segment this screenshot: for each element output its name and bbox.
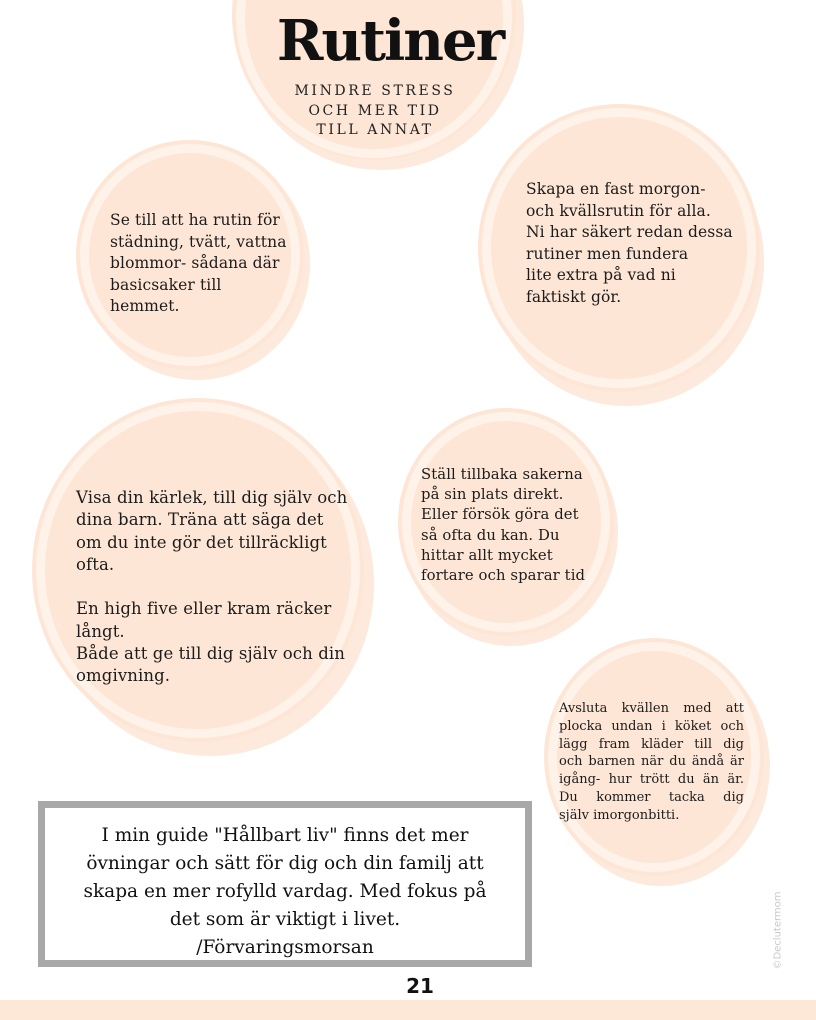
tip-line: dina barn. Träna att säga det xyxy=(76,510,324,530)
tip-line: så ofta du kan. Du xyxy=(421,526,560,544)
tip-line: Skapa en fast morgon- xyxy=(526,180,706,198)
tip-line: fortare och sparar tid xyxy=(421,567,586,585)
tip-line: Du kommer tacka dig xyxy=(559,789,744,805)
tip-line: om du inte gör det tillräckligt xyxy=(76,532,327,552)
tip-line: och kvällsrutin för alla. xyxy=(526,201,711,220)
callout-line: övningar och sätt för dig och din familj att xyxy=(86,853,484,874)
page-subtitle xyxy=(270,82,480,141)
page-title: Rutiner xyxy=(276,8,504,74)
tip-line: långt. xyxy=(76,621,125,641)
tip-line: En high five eller kram räcker xyxy=(76,599,332,619)
tip-line: och barnen när du ändå är xyxy=(559,754,744,770)
tip-line: Ni har säkert redan dessa xyxy=(526,223,733,241)
tip-line: Både att ge till dig själv och din xyxy=(76,644,345,664)
tip-line: lägg fram kläder till dig xyxy=(559,736,744,752)
tip-line: hittar allt mycket xyxy=(421,546,553,564)
subtitle-line: TILL ANNAT xyxy=(316,122,434,138)
evening-tip xyxy=(559,700,744,825)
love-tip xyxy=(76,487,358,688)
tip-line xyxy=(76,576,358,598)
morning-tip xyxy=(526,179,746,308)
callout-line: skapa en mer rofylld vardag. Med fokus på xyxy=(83,881,487,902)
guide-callout-box xyxy=(38,801,532,967)
page-number: 21 xyxy=(406,974,434,998)
tip-line: faktiskt gör. xyxy=(526,287,622,306)
tip-line: igång- hur trött du än är. xyxy=(559,772,744,788)
tip-line: hemmet. xyxy=(110,297,180,315)
callout-signature: /Förvaringsmorsan xyxy=(196,937,374,958)
tip-line: blommor- sådana där xyxy=(110,254,280,272)
copyright-watermark: ©Declutermom xyxy=(772,891,784,970)
tip-line: Se till att ha rutin för xyxy=(110,211,280,229)
tip-line: Ställ tillbaka sakerna xyxy=(421,466,583,483)
tip-line: Eller försök göra det xyxy=(421,506,579,524)
callout-line: det som är viktigt i livet. xyxy=(169,909,401,930)
tip-line: basicsaker till xyxy=(110,275,222,294)
tip-line: plocka undan i köket och xyxy=(559,718,744,734)
tip-line: städning, tvätt, vattna xyxy=(110,232,287,251)
tip-line: rutiner men fundera xyxy=(526,244,689,263)
tip-line: själv imorgonbitti. xyxy=(559,807,680,823)
cleaning-tip xyxy=(110,210,300,318)
tip-line: lite extra på vad ni xyxy=(526,266,676,284)
tip-line: på sin plats direkt. xyxy=(421,486,564,504)
tip-line: ofta. xyxy=(76,554,115,574)
tip-line: Avsluta kvällen med att xyxy=(559,701,744,716)
subtitle-line: MINDRE STRESS xyxy=(294,83,456,99)
callout-line: I min guide "Hållbart liv" finns det mer xyxy=(101,825,469,846)
footer-band xyxy=(0,1000,816,1020)
tidy-tip xyxy=(421,465,606,586)
tip-line: Visa din kärlek, till dig själv och xyxy=(76,488,348,507)
subtitle-line: OCH MER TID xyxy=(308,102,442,119)
tip-line: omgivning. xyxy=(76,666,171,686)
guide-callout-text xyxy=(53,822,517,962)
